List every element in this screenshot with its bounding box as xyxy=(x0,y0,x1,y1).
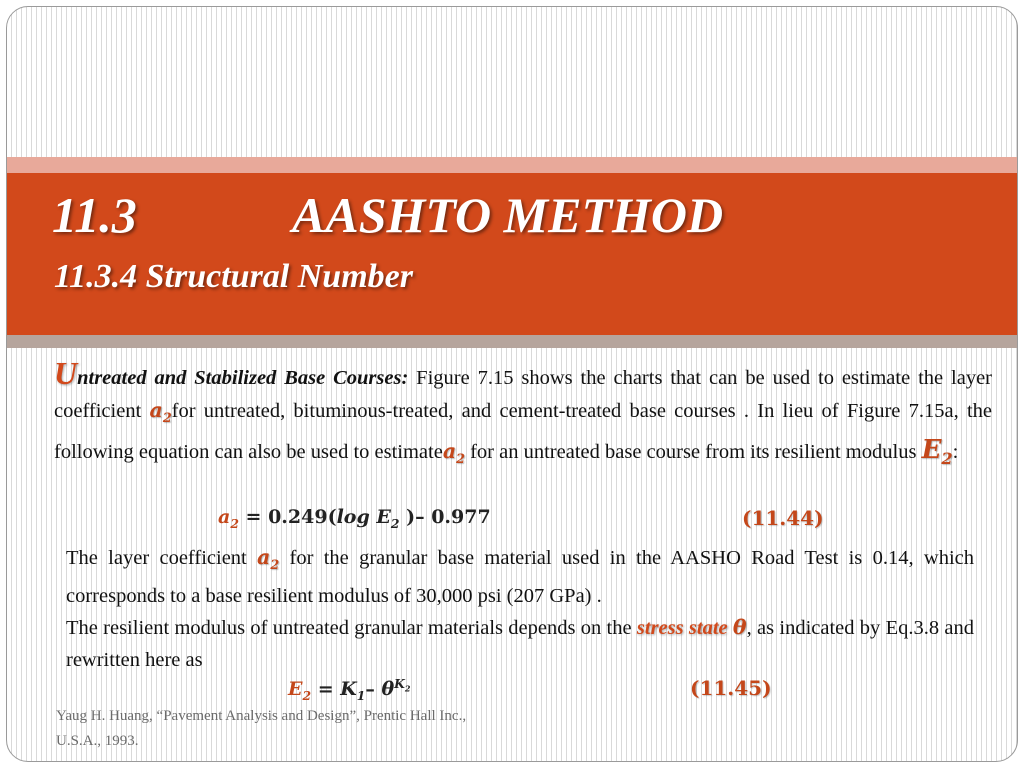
eq-equals: = xyxy=(317,678,334,701)
resilient-text-2: , as indicated by Eq.3.8 and rewritten here as xyxy=(66,617,975,671)
coefficient-text-1: The layer coefficient xyxy=(66,547,258,569)
equation-11-45 xyxy=(288,676,410,703)
eq-close-paren: ) xyxy=(406,506,416,528)
citation xyxy=(56,704,576,754)
citation-line-2: U.S.A., 1993. xyxy=(56,733,139,749)
equation-number-11-44: (11.44) xyxy=(742,506,824,530)
subsection-title: 11.3.4 Structural Number xyxy=(54,258,413,295)
eq-symbol-a2: $a_2$ xyxy=(218,506,239,531)
header-shadow-strip xyxy=(7,335,1017,348)
paragraph-text-4: : xyxy=(952,441,959,464)
stress-state-term: stress state xyxy=(636,617,728,640)
drop-letter: U xyxy=(54,355,78,391)
coefficient-text xyxy=(66,542,974,612)
eq-open-paren: ( xyxy=(327,506,337,528)
eq-theta-power: $\theta^{K_2}$ xyxy=(381,676,411,701)
equation-number-11-45: (11.45) xyxy=(690,676,772,700)
eq-minus: – xyxy=(365,678,375,701)
equation-11-44 xyxy=(218,506,491,531)
eq-equals: = xyxy=(245,506,262,528)
eq-symbol-e2: $E_2$ xyxy=(288,678,312,704)
eq-log: log xyxy=(336,506,370,528)
base-courses-paragraph xyxy=(54,355,993,475)
symbol-a2: $a_2$ xyxy=(442,439,465,467)
citation-line-1: Yaug H. Huang, “Pavement Analysis and Design”, Prentic Hall Inc., xyxy=(56,708,467,724)
section-name: AASHTO METHOD xyxy=(292,187,724,243)
symbol-a2: $a_2$ xyxy=(257,545,280,573)
symbol-theta: θ xyxy=(732,615,747,640)
header-accent-strip xyxy=(7,157,1017,173)
paragraph-lead: ntreated and Stabilized Base Courses: xyxy=(77,367,409,389)
section-title xyxy=(52,186,724,244)
paragraph-text-1: Figure 7.15 shows the charts that can be used to estimate the layer coefficient xyxy=(54,367,993,422)
section-number: 11.3 xyxy=(52,187,137,243)
coefficient-text-2: for the granular base material used in the AASHO Road Test is 0.14, which corresponds to a base resilient modulus of 30,000 psi (207 GPa) . xyxy=(66,547,974,607)
paragraph-text-2: for untreated, bituminous-treated, and cement-treated base courses . In lieu of Figure 7.15a, the following equation can also be used to estimate xyxy=(54,400,992,464)
layer-coefficient-paragraph xyxy=(66,542,974,676)
symbol-e2: $E_2$ xyxy=(921,435,953,469)
resilient-text-1: The resilient modulus of untreated granular materials depends on the xyxy=(66,617,637,640)
symbol-a2: $a_2$ xyxy=(149,398,172,426)
paragraph-text-3: for an untreated base course from its resilient modulus xyxy=(464,441,922,464)
eq-symbol-k1: $K_1$ xyxy=(340,678,366,704)
eq-symbol-e2: $E_2$ xyxy=(376,506,400,531)
resilient-modulus-text xyxy=(66,612,974,676)
eq-coefficient: 0.249 xyxy=(268,506,328,528)
eq-constant: – 0.977 xyxy=(415,506,491,528)
